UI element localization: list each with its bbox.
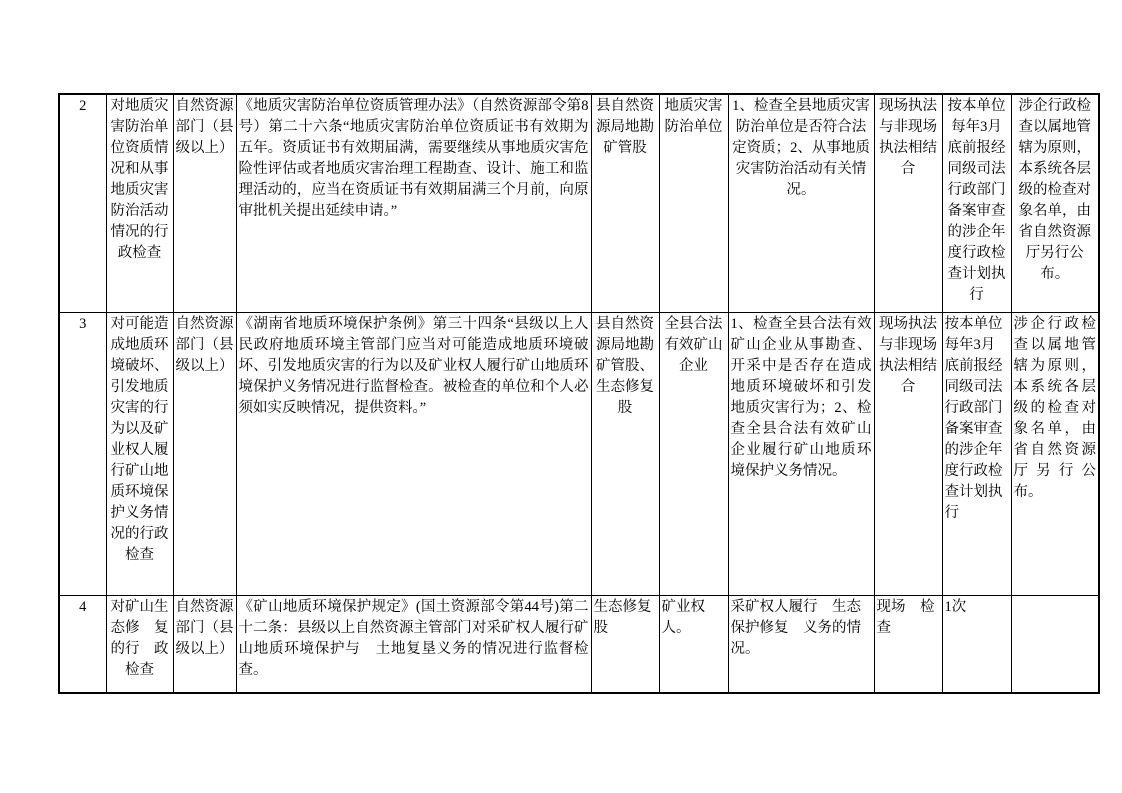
cell-legal-basis: 《矿山地质环境保护规定》(国土资源部令第44号)第二十二条：县级以上自然资源主管部门对采矿权人履行矿山地质环境保护与 土地复垦义务的情况进行监督检查。: [236, 595, 591, 693]
cell-implementing-authority: 自然资源部门（县级以上）: [173, 595, 236, 693]
cell-remarks: 涉企行政检查以属地管辖为原则，本系统各层级的检查对象名单，由省自然资源厅另行公布。: [1011, 94, 1099, 312]
cell-inspection-method: 现场 检查: [874, 595, 942, 693]
cell-inspection-target: 全县合法有效矿山企业: [659, 312, 728, 595]
cell-inspection-content: 1、检查全县地质灾害防治单位是否符合法定资质；2、从事地质灾害防治活动有关情况。: [728, 94, 874, 312]
cell-inspection-item: 对矿山生态修 复的行 政检查: [106, 595, 173, 693]
cell-inspection-item: 对可能造成地质环境破坏、引发地质灾害的行为以及矿业权人履行矿山地质环境保护义务情况的行政检查: [106, 312, 173, 595]
cell-implementing-authority: 自然资源部门（县级以上）: [173, 94, 236, 312]
cell-responsible-section: 县自然资源局地勘矿管股: [591, 94, 659, 312]
cell-remarks: 涉企行政检查以属地管辖为原则，本系统各层级的检查对象名单，由省自然资源厅另行公布。: [1011, 312, 1099, 595]
cell-inspection-content: 1、检查全县合法有效矿山企业从事勘查、开采中是否存在造成地质环境破坏和引发地质灾害行为；2、检查全县合法有效矿山企业履行矿山地质环境保护义务情况。: [728, 312, 874, 595]
cell-inspection-frequency: 按本单位每年3月底前报经同级司法行政部门备案审查的涉企年度行政检查计划执行: [942, 94, 1011, 312]
table-row: [59, 595, 1099, 693]
cell-seq: 2: [59, 94, 106, 312]
cell-inspection-content: 采矿权人履行 生态保护修复 义务的情况。: [728, 595, 874, 693]
cell-remarks: [1011, 595, 1099, 693]
cell-inspection-target: 矿业权人。: [659, 595, 728, 693]
cell-implementing-authority: 自然资源部门（县级以上）: [173, 312, 236, 595]
cell-legal-basis: 《地质灾害防治单位资质管理办法》（自然资源部令第8号）第二十六条“地质灾害防治单位资质证书有效期为五年。资质证书有效期届满，需要继续从事地质灾害危险性评估或者地质灾害治理工程勘查、设计、施工和监理活动的，应当在资质证书有效期届满三个月前，向原审批机关提出延续申请。”: [236, 94, 591, 312]
cell-legal-basis: 《湖南省地质环境保护条例》第三十四条“县级以上人民政府地质环境主管部门应当对可能造成地质环境破坏、引发地质灾害的行为以及矿业权人履行矿山地质环境保护义务情况进行监督检查。被检查的单位和个人必须如实反映情况，提供资料。”: [236, 312, 591, 595]
cell-inspection-item: 对地质灾害防治单位资质情况和从事地质灾害防治活动情况的行政检查: [106, 94, 173, 312]
cell-inspection-frequency: 按本单位每年3月底前报经同级司法行政部门备案审查的涉企年度行政检查计划执行: [942, 312, 1011, 595]
cell-inspection-method: 现场执法与非现场执法相结合: [874, 94, 942, 312]
cell-seq: 4: [59, 595, 106, 693]
table-row: [59, 94, 1099, 312]
inspection-table: [58, 93, 1100, 694]
cell-seq: 3: [59, 312, 106, 595]
cell-inspection-target: 地质灾害防治单位: [659, 94, 728, 312]
cell-inspection-frequency: 1次: [942, 595, 1011, 693]
cell-responsible-section: 生态修复股: [591, 595, 659, 693]
cell-responsible-section: 县自然资源局地勘矿管股、生态修复股: [591, 312, 659, 595]
cell-inspection-method: 现场执法与非现场执法相结合: [874, 312, 942, 595]
table-row: [59, 312, 1099, 595]
